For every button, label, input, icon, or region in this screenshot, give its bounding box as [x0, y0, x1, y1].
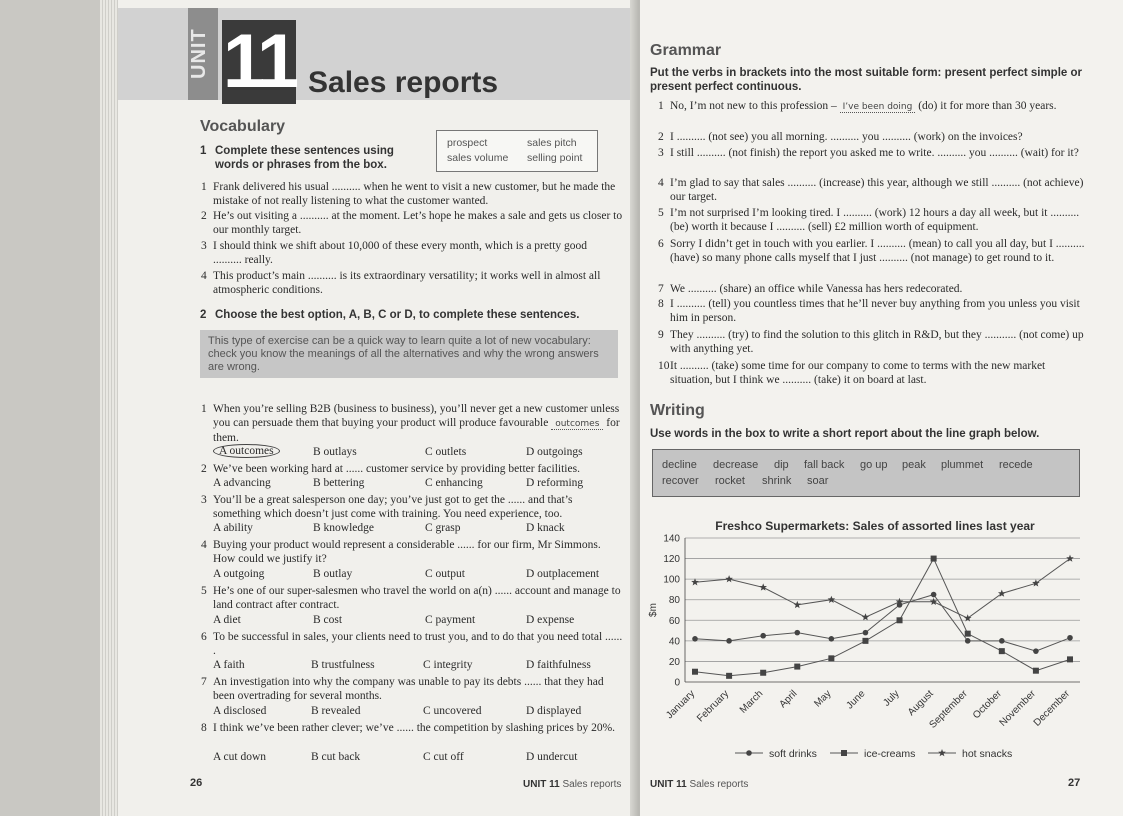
- ex1-item: 3 I should think we shift about 10,000 of these every month, which is a pretty good .......... really.: [201, 240, 588, 266]
- ex2-item: 7 An investigation into why the company was unable to pay its debts ...... that they had been overtrading for several months.: [201, 676, 604, 702]
- option: A faith: [213, 659, 245, 671]
- series-line-ice-creams: [695, 559, 1070, 676]
- grammar-item: 5 I’m not surprised I’m looking tired. I .......... (work) 12 hours a day all week, but it .......... (be) worth it because I .......... (sell) £2 million worth of equipment.: [658, 207, 1080, 233]
- option: A advancing: [213, 477, 271, 489]
- data-point-ice-creams: [726, 673, 732, 679]
- option: B bettering: [313, 477, 365, 489]
- grammar-item: 8 I .......... (tell) you countless times that he’ll never buy anything from you unless you visit him in person.: [658, 298, 1080, 324]
- grammar-item: 3 I still .......... (not finish) the report you asked me to write. .......... you .......... (wait) for it?: [658, 147, 1079, 159]
- word-box-item: selling point: [527, 152, 583, 164]
- option: D expense: [526, 614, 575, 626]
- option: B revealed: [311, 705, 361, 717]
- ex2-item: 6 To be successful in sales, your clients need to trust you, and to do that you need total ...... .: [201, 631, 623, 657]
- word-box-item: prospect: [447, 137, 488, 149]
- option: C uncovered: [423, 705, 482, 717]
- option-circled: A outcomes: [213, 444, 280, 458]
- data-point-hot-snacks: [759, 583, 767, 590]
- option: C output: [425, 568, 465, 580]
- data-point-soft-drinks: [692, 636, 698, 642]
- legend-marker: [938, 749, 946, 756]
- word-box-item: dip: [774, 459, 789, 471]
- x-tick-label: July: [881, 688, 902, 709]
- footer-right: UNIT 11 Sales reports: [650, 779, 749, 790]
- vocabulary-heading: Vocabulary: [200, 118, 286, 135]
- ex2-item: 2 We’ve been working hard at ...... customer service by providing better facilities.: [201, 463, 580, 475]
- series-line-soft-drinks: [695, 595, 1070, 652]
- ex1-item: 2 He’s out visiting a .......... at the moment. Let’s hope he makes a sale and gets us closer to our monthly target.: [201, 210, 623, 236]
- y-tick-label: 80: [668, 595, 680, 607]
- option: D faithfulness: [526, 659, 591, 671]
- ex2-instruction: Choose the best option, A, B, C or D, to complete these sentences.: [215, 309, 580, 321]
- data-point-hot-snacks: [1032, 579, 1040, 586]
- ex2-options: [213, 477, 623, 491]
- handwritten-answer: I’ve been doing: [840, 102, 916, 113]
- ex2-item: 3 You’ll be a great salesperson one day; you’ve just got to get the ...... and that’s something which doesn’t just come with training. You need experience, too.: [201, 494, 573, 520]
- option: B knowledge: [313, 522, 375, 534]
- word-box-item: decline: [662, 459, 697, 471]
- grammar-item: 1 No, I’m not new to this profession – I’ve been doing (do) it for more than 30 years.: [658, 100, 1057, 112]
- chart-title: Freshco Supermarkets: Sales of assorted lines last year: [715, 519, 1035, 533]
- y-tick-label: 120: [663, 554, 680, 566]
- data-point-ice-creams: [965, 631, 971, 637]
- grammar-item: 9 They .......... (try) to find the solution to this glitch in R&D, but they ........... (not come) up with anything yet.: [658, 329, 1084, 355]
- x-tick-label: February: [695, 688, 732, 725]
- word-box-item: rocket: [715, 475, 745, 487]
- legend-marker: [746, 750, 752, 756]
- word-box-item: soar: [807, 475, 829, 487]
- data-point-soft-drinks: [999, 638, 1005, 644]
- legend-marker: [841, 750, 847, 756]
- ex2-options: [213, 522, 623, 536]
- writing-word-box: [652, 449, 1080, 497]
- data-point-soft-drinks: [829, 636, 835, 642]
- y-tick-label: 60: [668, 615, 680, 627]
- data-point-ice-creams: [999, 648, 1005, 654]
- y-tick-label: 0: [674, 677, 680, 689]
- option: A diet: [213, 614, 241, 626]
- grammar-instruction: Put the verbs in brackets into the most suitable form: present perfect simple or present perfect continuous.: [650, 67, 1082, 93]
- ex2-item: 5 He’s one of our super-salesmen who travel the world on a(n) ...... account and manage to land contract after contract.: [201, 585, 621, 611]
- data-point-ice-creams: [692, 669, 698, 675]
- word-box-item: shrink: [762, 475, 792, 487]
- option: D displayed: [526, 705, 582, 717]
- ex2-options: [213, 705, 623, 719]
- option: B trustfulness: [311, 659, 375, 671]
- ex2-number: 2: [200, 309, 207, 321]
- word-box-item: sales volume: [447, 152, 509, 164]
- word-box-item: decrease: [713, 459, 759, 471]
- legend-label: hot snacks: [962, 748, 1013, 760]
- word-box-item: recover: [662, 475, 699, 487]
- data-point-ice-creams: [1067, 656, 1073, 662]
- data-point-hot-snacks: [794, 601, 802, 608]
- option: A cut down: [213, 751, 267, 763]
- data-point-ice-creams: [828, 655, 834, 661]
- unit-title: Sales reports: [308, 66, 499, 99]
- data-point-ice-creams: [862, 638, 868, 644]
- sales-line-chart: [640, 510, 1110, 772]
- right-page: [640, 0, 1123, 816]
- data-point-ice-creams: [760, 670, 766, 676]
- ex2-options: [213, 568, 623, 582]
- writing-heading: Writing: [650, 402, 705, 419]
- unit-number: 11: [222, 19, 296, 104]
- data-point-ice-creams: [794, 664, 800, 670]
- tip-box: This type of exercise can be a quick way to learn quite a lot of new vocabulary: check you know the meanings of all the alternatives and why the wrong answers are wrong.: [200, 330, 618, 378]
- data-point-soft-drinks: [726, 638, 732, 644]
- ex1-item: 4 This product’s main .......... is its extraordinary versatility; it works well in almost all atmospheric conditions.: [201, 270, 601, 296]
- x-tick-label: December: [1031, 688, 1073, 729]
- word-box-item: plummet: [941, 459, 984, 471]
- x-tick-label: June: [844, 688, 868, 712]
- ex1-word-box: [436, 130, 598, 172]
- legend-label: ice-creams: [864, 748, 916, 760]
- data-point-hot-snacks: [828, 596, 836, 603]
- data-point-ice-creams: [1033, 668, 1039, 674]
- ex2-item: 8 I think we’ve been rather clever; we’ve ...... the competition by slashing prices by 20%.: [201, 722, 616, 734]
- option: C integrity: [423, 659, 473, 671]
- option: C outlets: [425, 446, 467, 458]
- option: B outlay: [313, 568, 353, 580]
- x-tick-label: November: [997, 688, 1039, 729]
- word-box-item: peak: [902, 459, 926, 471]
- option: C cut off: [423, 751, 464, 763]
- data-point-hot-snacks: [725, 575, 733, 582]
- ex2-item: 4 Buying your product would represent a considerable ...... for our firm, Mr Simmons. How could we justify it?: [201, 539, 601, 565]
- grammar-heading: Grammar: [650, 42, 722, 59]
- ex1-number: 1: [200, 145, 207, 157]
- option: C enhancing: [425, 477, 483, 489]
- data-point-soft-drinks: [965, 638, 971, 644]
- unit-tab: UNIT: [188, 8, 218, 100]
- option: A disclosed: [213, 705, 267, 717]
- y-tick-label: 40: [668, 636, 680, 648]
- data-point-ice-creams: [931, 556, 937, 562]
- data-point-soft-drinks: [794, 630, 800, 636]
- x-tick-label: October: [971, 688, 1004, 722]
- option: D undercut: [526, 751, 578, 763]
- ex1-instruction: Complete these sentences using words or phrases from the box.: [215, 145, 394, 171]
- grammar-item: 7 We .......... (share) an office while Vanessa has hers redecorated.: [658, 283, 963, 295]
- x-tick-label: March: [737, 688, 766, 716]
- word-box-item: go up: [860, 459, 888, 471]
- legend-label: soft drinks: [769, 748, 817, 760]
- series-line-hot-snacks: [695, 559, 1070, 619]
- x-tick-label: August: [905, 688, 936, 719]
- ex2-options: [213, 446, 623, 460]
- y-tick-label: 20: [668, 656, 680, 668]
- option: D outgoings: [526, 446, 583, 458]
- option: C payment: [425, 614, 476, 626]
- data-point-soft-drinks: [760, 633, 766, 639]
- option: A outgoing: [213, 568, 265, 580]
- word-box-item: recede: [999, 459, 1033, 471]
- data-point-hot-snacks: [862, 613, 870, 620]
- option: A ability: [213, 522, 253, 534]
- option: B outlays: [313, 446, 357, 458]
- option: D reforming: [526, 477, 584, 489]
- x-tick-label: September: [927, 688, 970, 731]
- y-tick-label: 140: [663, 533, 680, 545]
- grammar-item: 10 It .......... (take) some time for our company to come to terms with the new market situation, but I think we .......... (take) it on board at last.: [658, 360, 1046, 386]
- footer-left: UNIT 11 Sales reports: [523, 779, 622, 790]
- y-tick-label: 100: [663, 574, 680, 586]
- grammar-item: 2 I .......... (not see) you all morning. .......... you .......... (work) on the invoices?: [658, 131, 1023, 143]
- data-point-soft-drinks: [863, 630, 869, 636]
- ex2-options: [213, 659, 623, 673]
- data-point-soft-drinks: [931, 592, 937, 598]
- x-tick-label: April: [777, 688, 800, 711]
- option: B cut back: [311, 751, 361, 763]
- word-box-item: sales pitch: [527, 137, 577, 149]
- writing-instruction: Use words in the box to write a short report about the line graph below.: [650, 428, 1040, 440]
- option: D knack: [526, 522, 565, 534]
- data-point-soft-drinks: [1033, 648, 1039, 654]
- word-box-item: fall back: [804, 459, 845, 471]
- option: D outplacement: [526, 568, 600, 580]
- handwritten-answer: outcomes: [551, 419, 603, 430]
- data-point-soft-drinks: [1067, 635, 1073, 641]
- grammar-item: 6 Sorry I didn’t get in touch with you earlier. I .......... (mean) to call you all day, but I .......... (have) so many phone calls myself that I just .......... (not manage) to get round to it.: [658, 238, 1085, 264]
- page-number-right: 27: [1068, 777, 1081, 789]
- ex2-options: [213, 751, 623, 765]
- grammar-item: 4 I’m glad to say that sales .......... (increase) this year, although we still .......... (not achieve) our target.: [658, 177, 1084, 203]
- ex2-item: 1 When you’re selling B2B (business to business), you’ll never get a new customer unless you can persuade them that buying your product will produce favourable outcomes for them.: [201, 403, 620, 444]
- page-number-left: 26: [190, 777, 203, 789]
- option: B cost: [313, 614, 343, 626]
- left-page: [118, 0, 638, 816]
- x-tick-label: May: [812, 688, 834, 710]
- y-axis-label: $m: [648, 603, 659, 617]
- option: C grasp: [425, 522, 461, 534]
- data-point-ice-creams: [897, 617, 903, 623]
- ex1-item: 1 Frank delivered his usual .......... when he went to visit a new customer, but he made the mistake of not really listening to what the customer wanted.: [201, 181, 616, 207]
- ex2-options: [213, 614, 623, 628]
- x-tick-label: January: [664, 688, 698, 722]
